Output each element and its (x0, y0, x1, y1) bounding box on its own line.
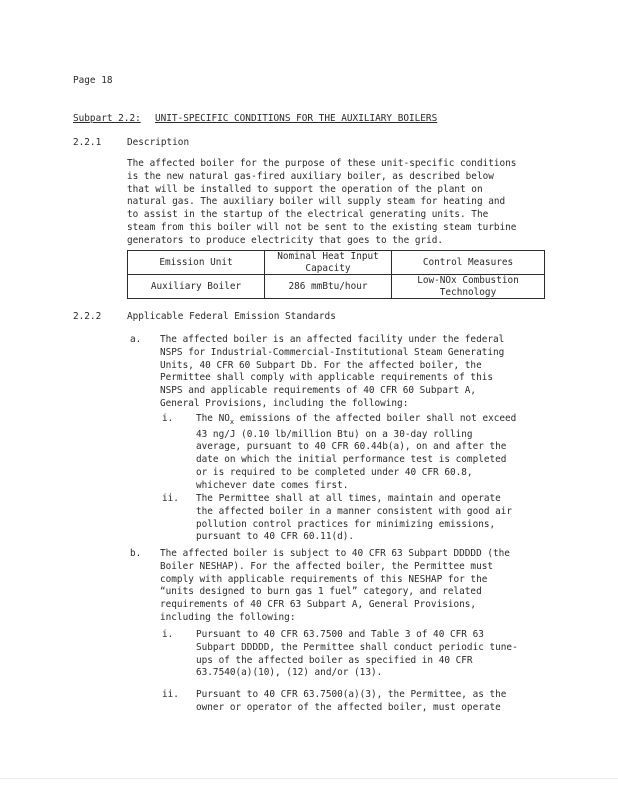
cell-emission-unit: Auxiliary Boiler (128, 275, 265, 299)
item-b-text (160, 548, 545, 625)
header-control-measures: Control Measures (392, 251, 545, 275)
section-2-2-2-number: 2.2.2 (73, 311, 102, 322)
header-capacity-line: Nominal Heat Input (277, 251, 379, 262)
item-line: comply with applicable requirements of this NESHAP for the (160, 573, 488, 585)
item-a-i-label: i. (162, 413, 174, 424)
item-a-ii-label: ii. (162, 493, 179, 504)
item-line: NSPS and applicable requirements of 40 CFR 60 Subpart A, (160, 385, 477, 397)
item-b-ii-label: ii. (162, 689, 179, 700)
description-paragraph (127, 158, 557, 248)
item-a-label: a. (130, 334, 142, 345)
header-emission-unit: Emission Unit (128, 251, 265, 275)
section-2-2-1-number: 2.2.1 (73, 137, 102, 148)
item-b-i-label: i. (162, 629, 174, 640)
paragraph-line: to assist in the startup of the electrical generating units. The (127, 209, 489, 221)
paragraph-line: generators to produce electricity that goes to the grid. (127, 234, 444, 246)
item-line: Boiler NESHAP). For the affected boiler, the Permittee must (160, 560, 494, 572)
item-line: 43 ng/J (0.10 lb/million Btu) on a 30-day rolling (196, 428, 473, 440)
nox-subscript: x (229, 417, 235, 426)
item-b-label: b. (130, 548, 142, 559)
nox-prefix: The NO (196, 413, 230, 424)
item-line: ups of the affected boiler as specified in 40 CFR (196, 654, 473, 666)
control-line: Technology (439, 286, 497, 298)
paragraph-line: that will be installed to support the operation of the plant on (127, 183, 483, 195)
item-line: “units designed to burn gas 1 fuel” category, and related (160, 586, 482, 598)
header-capacity (265, 251, 392, 275)
item-line: Pursuant to 40 CFR 63.7500(a)(3), the Permittee, as the (196, 689, 507, 700)
item-line: whichever date comes first. (196, 479, 349, 491)
item-line: or is required to be completed under 40 CFR 60.8, (196, 467, 473, 479)
paragraph-line: steam from this boiler will not be sent to the existing steam turbine (127, 221, 517, 233)
item-line: Units, 40 CFR 60 Subpart Db. For the affected boiler, the (160, 359, 482, 371)
header-capacity-line: Capacity (305, 262, 351, 274)
item-line: including the following: (160, 611, 296, 623)
section-2-2-2-title: Applicable Federal Emission Standards (127, 311, 336, 322)
cell-control-measures (392, 275, 545, 299)
table-header-row (128, 251, 545, 275)
item-line: the affected boiler in a manner consistent with good air (196, 505, 513, 517)
emission-unit-table (127, 250, 545, 299)
item-line: pursuant to 40 CFR 60.11(d). (196, 531, 355, 543)
item-a-text (160, 334, 545, 411)
table-row (128, 275, 545, 299)
item-a-ii-text (196, 493, 546, 544)
item-line: The affected boiler is an affected facility under the federal (160, 334, 505, 345)
item-b-i-text (196, 629, 546, 680)
cell-capacity: 286 mmBtu/hour (265, 275, 392, 299)
item-line (196, 413, 546, 429)
paragraph-line: is the new natural gas-fired auxiliary boiler, as described below (127, 170, 494, 182)
page-number: Page 18 (73, 75, 113, 86)
item-line: The Permittee shall at all times, maintain and operate (196, 493, 501, 504)
item-line: date on which the initial performance test is completed (196, 454, 507, 466)
item-a-i-text (196, 413, 546, 493)
item-line: Permittee shall comply with applicable requirements of this (160, 372, 494, 384)
item-line: average, pursuant to 40 CFR 60.44b(a), on and after the (196, 441, 507, 453)
paragraph-line: natural gas. The auxiliary boiler will supply steam for heating and (127, 196, 506, 208)
control-line: Low-NOx Combustion (417, 275, 519, 286)
nox-suffix: emissions of the affected boiler shall not exceed (234, 413, 517, 424)
item-line: 63.7540(a)(10), (12) and/or (13). (196, 667, 383, 679)
item-b-ii-text (196, 689, 546, 715)
item-line: Subpart DDDDD, the Permittee shall conduct periodic tune- (196, 641, 518, 653)
subpart-number: Subpart 2.2: (73, 113, 141, 124)
item-line: General Provisions, including the following: (160, 397, 409, 409)
item-line: Pursuant to 40 CFR 63.7500 and Table 3 of 40 CFR 63 (196, 629, 484, 640)
item-line: requirements of 40 CFR 63 Subpart A, General Provisions, (160, 599, 477, 611)
subpart-title: UNIT-SPECIFIC CONDITIONS FOR THE AUXILIARY BOILERS (155, 113, 438, 124)
item-line: owner or operator of the affected boiler, must operate (196, 701, 501, 713)
section-2-2-1-title: Description (127, 137, 190, 148)
paragraph-line: The affected boiler for the purpose of these unit-specific conditions (127, 158, 517, 169)
item-line: The affected boiler is subject to 40 CFR 63 Subpart DDDDD (the (160, 548, 510, 559)
item-line: NSPS for Industrial-Commercial-Institutional Steam Generating (160, 346, 505, 358)
item-line: pollution control practices for minimizing emissions, (196, 518, 496, 530)
page-bottom-divider (0, 778, 618, 779)
